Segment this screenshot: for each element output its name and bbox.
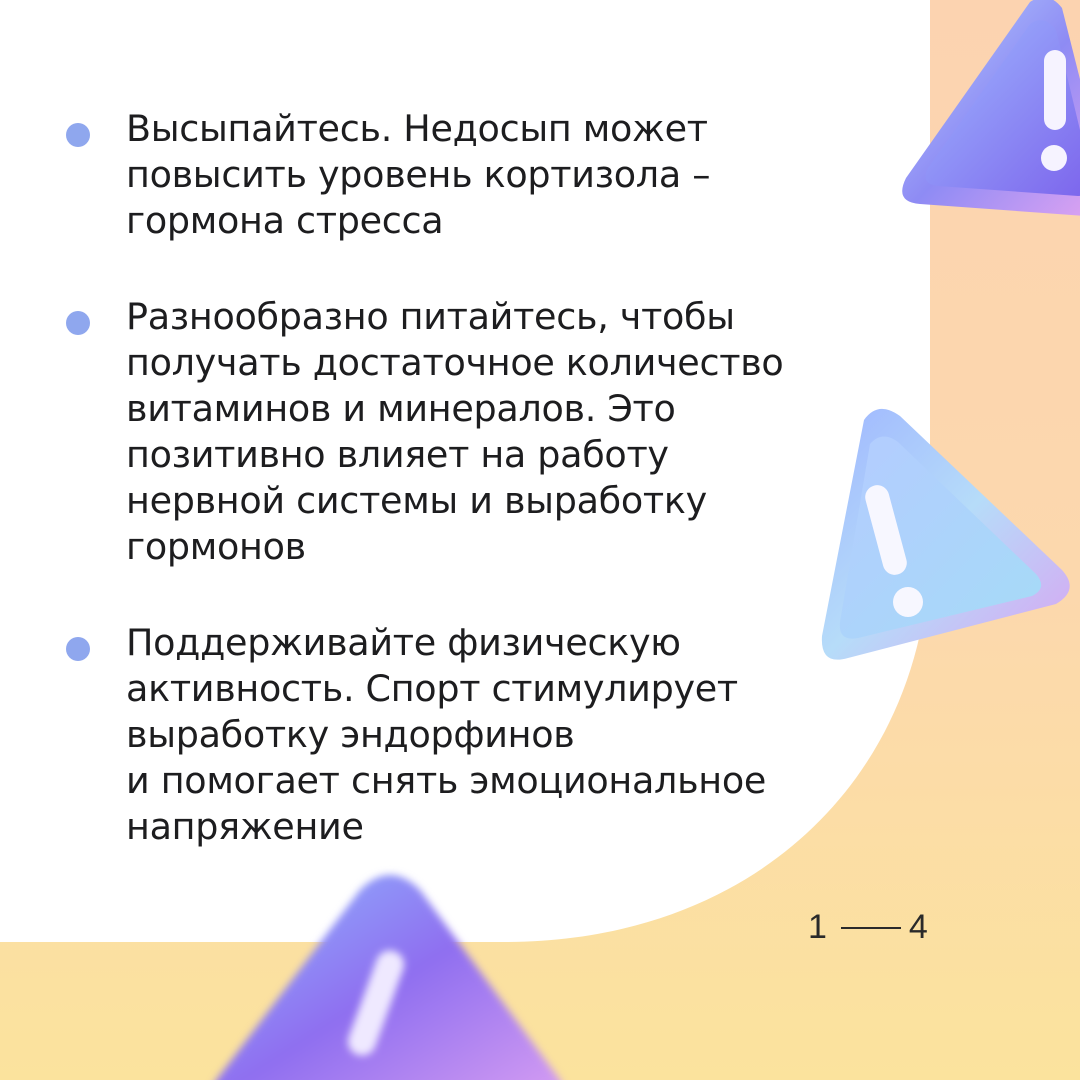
tip-text: Высыпайтесь. Недосып может повысить уровень кортизола – гормона стресса [126, 107, 711, 242]
tip-text: Поддерживайте физическую активность. Спорт стимулирует выработку эндорфинов и помогает снять эмоциональное напряжение [126, 621, 767, 848]
tip-text: Разнообразно питайтесь, чтобы получать достаточное количество витаминов и минералов. Это позитивно влияет на работу нервной системы и выработку гормонов [126, 295, 784, 568]
bullet-dot-icon [66, 637, 90, 661]
page-indicator [808, 908, 928, 947]
list-item [66, 620, 866, 850]
bullet-dot-icon [66, 311, 90, 335]
page-separator [841, 927, 901, 929]
list-item [66, 294, 866, 570]
page-total: 4 [908, 908, 928, 946]
bullet-dot-icon [66, 123, 90, 147]
list-item [66, 106, 866, 244]
tips-list [66, 106, 866, 900]
warning-triangle-icon [880, 0, 1080, 230]
page-current: 1 [808, 908, 827, 946]
